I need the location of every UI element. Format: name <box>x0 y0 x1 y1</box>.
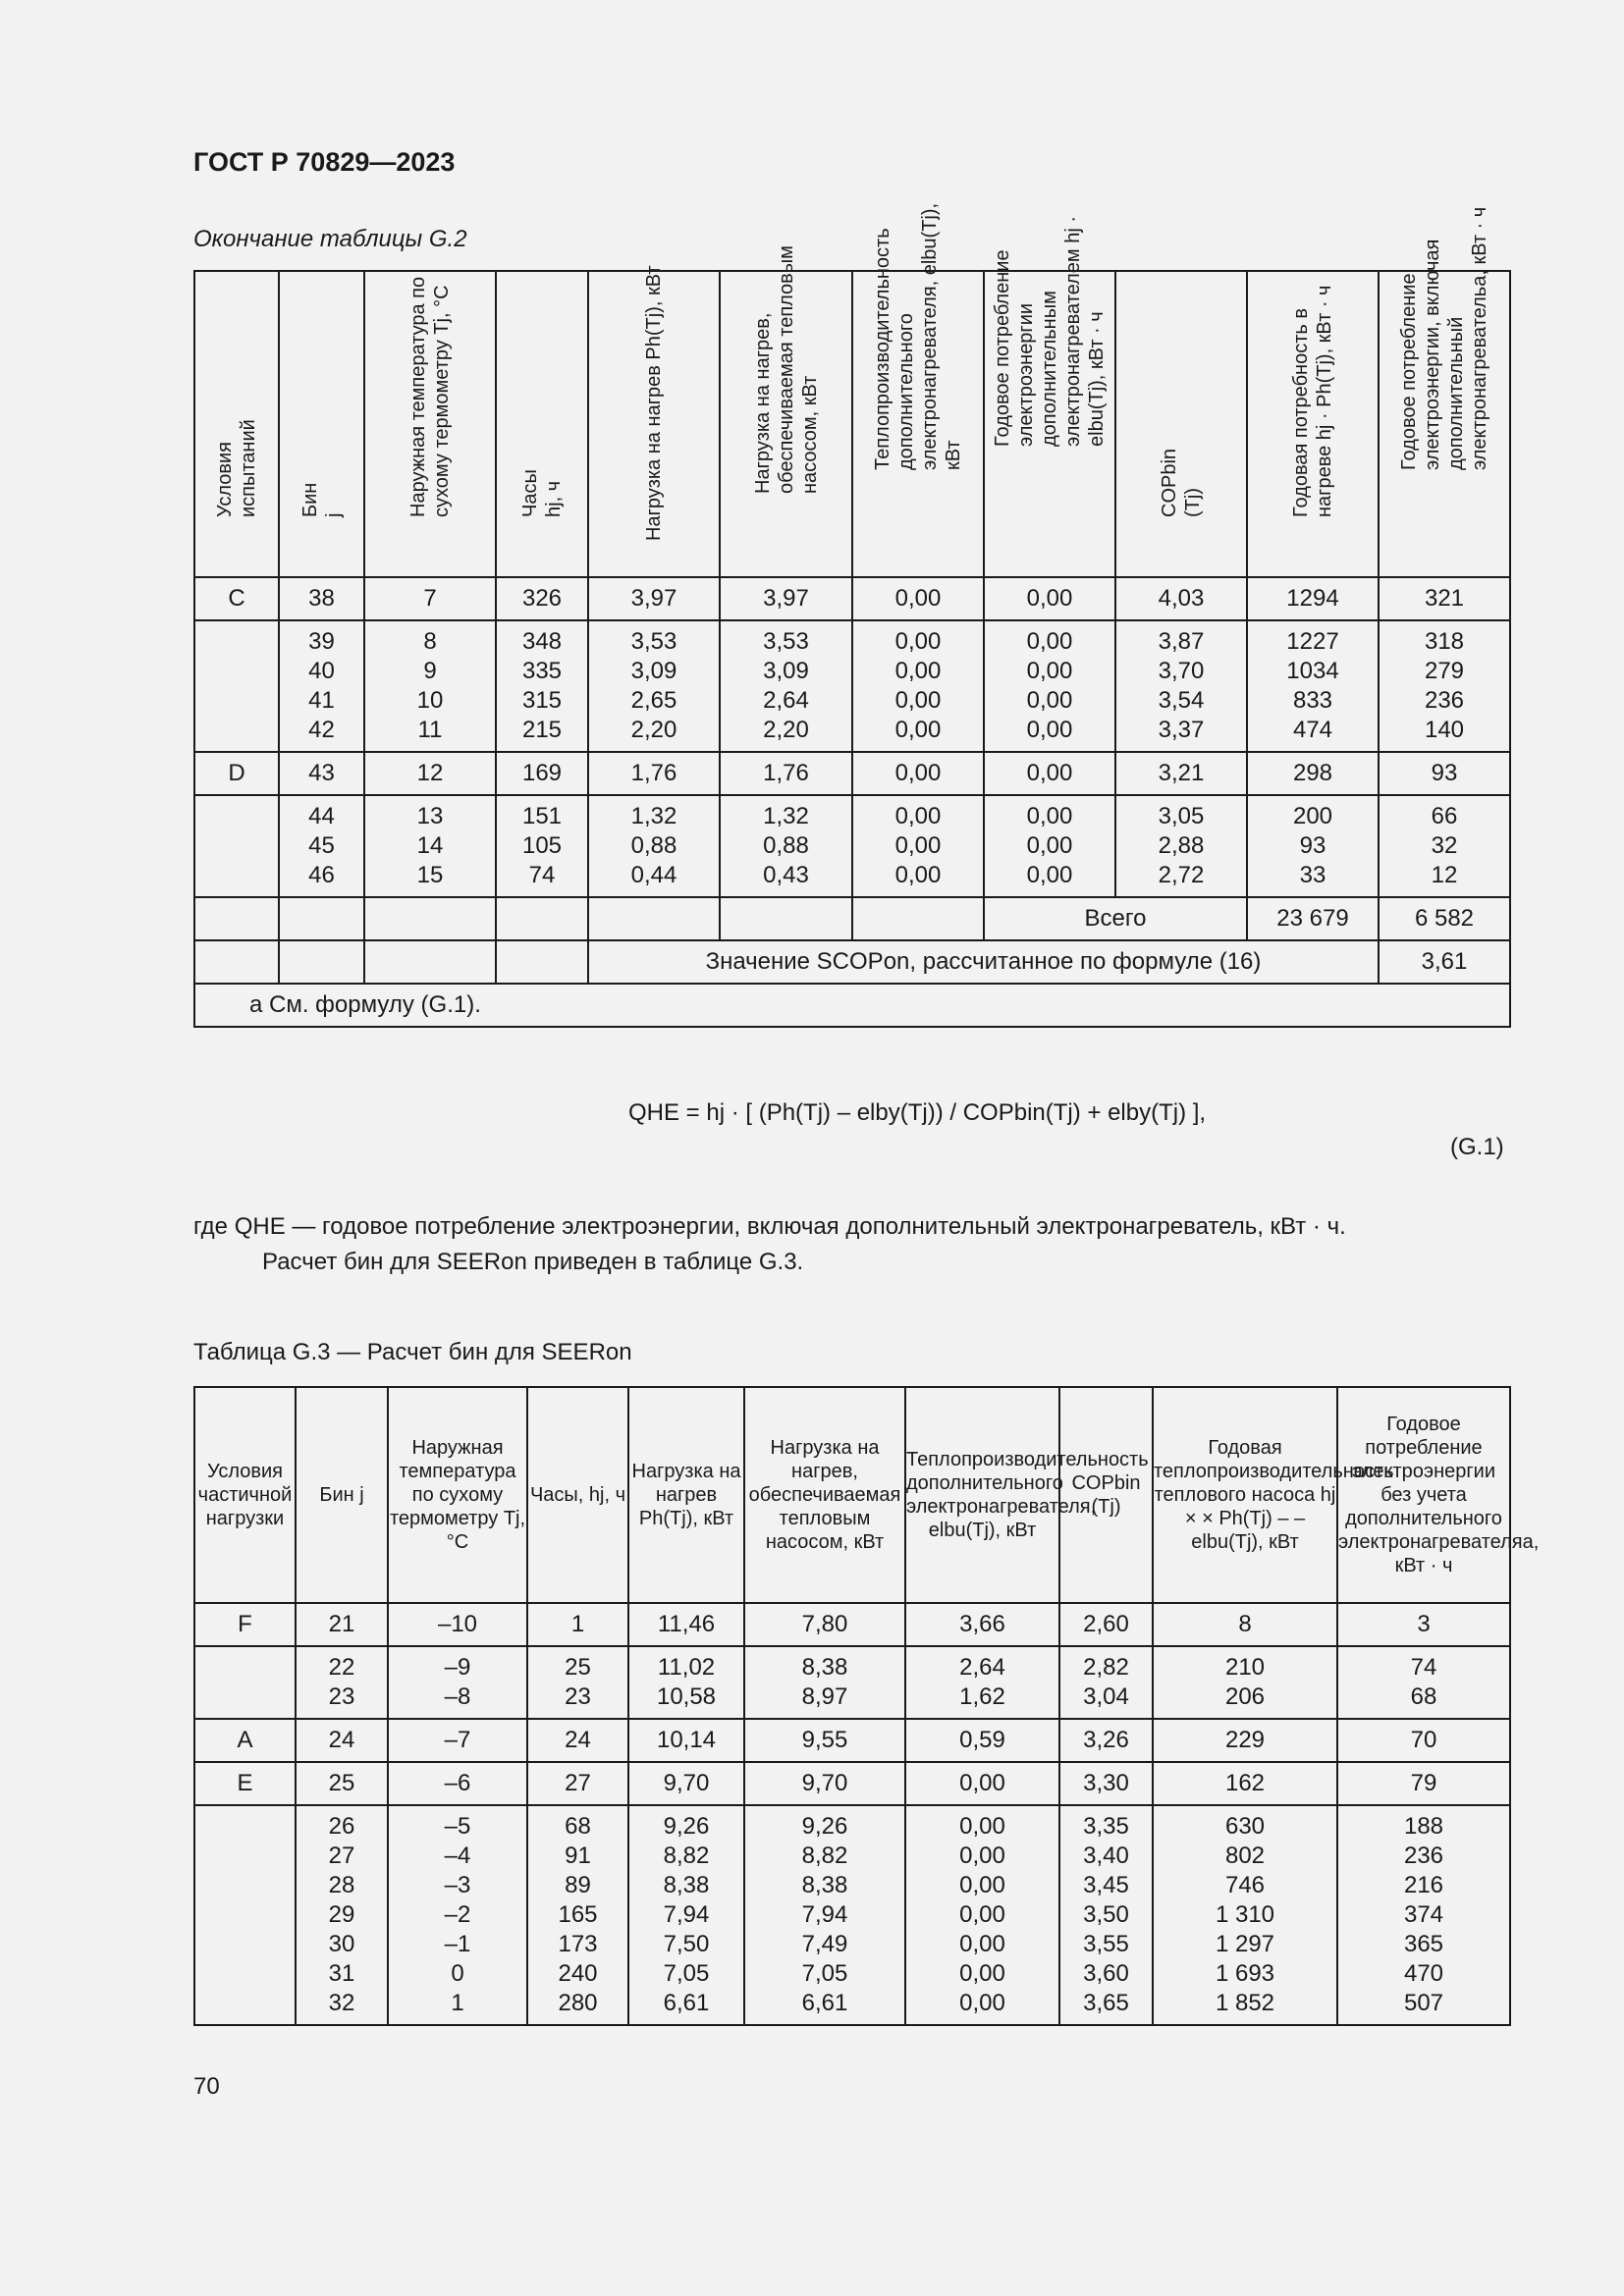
table-cell: 348 335 315 215 <box>496 620 588 752</box>
table-row <box>194 752 1510 795</box>
column-header: Бин j <box>279 271 364 577</box>
table-cell: 3,30 <box>1059 1762 1153 1805</box>
table-cell: –10 <box>388 1603 527 1646</box>
total-heating: 23 679 <box>1247 897 1379 940</box>
table-cell: 188 236 216 374 365 470 507 <box>1337 1805 1510 2025</box>
column-header: Годовое потребление электроэнергии дополнительным электронагревателем hj · elbu(Tj), кВт · ч <box>984 271 1115 577</box>
table-cell: 25 <box>296 1762 388 1805</box>
table-cell: 1,76 <box>720 752 852 795</box>
column-header: Нагрузка на нагрев Ph(Tj), кВт <box>628 1387 744 1603</box>
table-cell: 2,82 3,04 <box>1059 1646 1153 1719</box>
table-cell: 1294 <box>1247 577 1379 620</box>
table-g3-header-row <box>194 1387 1510 1603</box>
table-g2-header-row <box>194 271 1510 577</box>
table-cell: 151 105 74 <box>496 795 588 897</box>
table-cell: 1,32 0,88 0,44 <box>588 795 720 897</box>
table-cell: 4,03 <box>1115 577 1247 620</box>
table-cell: 22 23 <box>296 1646 388 1719</box>
table-cell: 44 45 46 <box>279 795 364 897</box>
table-cell: 1,32 0,88 0,43 <box>720 795 852 897</box>
table-row <box>194 1805 1510 2025</box>
table-cell: 8 <box>1153 1603 1337 1646</box>
table-cell: 8,38 8,97 <box>744 1646 905 1719</box>
table-cell: 9,55 <box>744 1719 905 1762</box>
table-cell: 3,05 2,88 2,72 <box>1115 795 1247 897</box>
table-cell: 3,35 3,40 3,45 3,50 3,55 3,60 3,65 <box>1059 1805 1153 2025</box>
table-cell: 9,70 <box>628 1762 744 1805</box>
column-header: Условия испытаний <box>194 271 279 577</box>
table-cell: –7 <box>388 1719 527 1762</box>
column-header: Часы hj, ч <box>496 271 588 577</box>
column-header: Нагрузка на нагрев, обеспечиваемая тепловым насосом, кВт <box>744 1387 905 1603</box>
table-cell: 630 802 746 1 310 1 297 1 693 1 852 <box>1153 1805 1337 2025</box>
table-cell: 27 <box>527 1762 628 1805</box>
table-cell: 200 93 33 <box>1247 795 1379 897</box>
table-cell: 12 <box>364 752 496 795</box>
column-header: Годовое потребление электроэнергии без учета дополнительного электронагревателяa, кВт · ч <box>1337 1387 1510 1603</box>
table-cell: 3 <box>1337 1603 1510 1646</box>
scop-value: 3,61 <box>1379 940 1510 984</box>
table-cell: 3,97 <box>720 577 852 620</box>
table-cell: 79 <box>1337 1762 1510 1805</box>
table-cell: 39 40 41 42 <box>279 620 364 752</box>
table-cell: 0,00 <box>984 577 1115 620</box>
table-cell <box>194 1805 296 2025</box>
table-cell: 2,64 1,62 <box>905 1646 1059 1719</box>
table-cell: F <box>194 1603 296 1646</box>
column-header: Теплопроизводительность дополнительного электронагревателя, elbu(Tj), кВт <box>905 1387 1059 1603</box>
table-cell: 318 279 236 140 <box>1379 620 1510 752</box>
table-row <box>194 1646 1510 1719</box>
column-header: Нагрузка на нагрев, обеспечиваемая тепловым насосом, кВт <box>720 271 852 577</box>
table-row <box>194 577 1510 620</box>
table-g3-caption: Таблица G.3 — Расчет бин для SEERon <box>193 1339 632 1365</box>
table-cell: 0,59 <box>905 1719 1059 1762</box>
table-cell <box>194 795 279 897</box>
table-cell: –5 –4 –3 –2 –1 0 1 <box>388 1805 527 2025</box>
table-row <box>194 1603 1510 1646</box>
table-cell: 210 206 <box>1153 1646 1337 1719</box>
table-cell: 321 <box>1379 577 1510 620</box>
table-cell: 7,80 <box>744 1603 905 1646</box>
where-text: где QHE — годовое потребление электроэнергии, включая дополнительный электронагреватель, кВт · ч. <box>193 1213 1346 1240</box>
document-header: ГОСТ Р 70829—2023 <box>193 147 456 177</box>
formula-number: (G.1) <box>1450 1134 1504 1160</box>
table-cell: C <box>194 577 279 620</box>
page-number: 70 <box>193 2073 220 2100</box>
table-g2-caption: Окончание таблицы G.2 <box>193 226 467 252</box>
table-cell: 93 <box>1379 752 1510 795</box>
total-energy: 6 582 <box>1379 897 1510 940</box>
table-cell: 3,53 3,09 2,64 2,20 <box>720 620 852 752</box>
table-cell: D <box>194 752 279 795</box>
column-header: Годовая теплопроизводительность теплового насоса hj × × Ph(Tj) – – elbu(Tj), кВт <box>1153 1387 1337 1603</box>
table-cell: 1 <box>527 1603 628 1646</box>
table-cell: –6 <box>388 1762 527 1805</box>
table-cell: 43 <box>279 752 364 795</box>
table-row <box>194 620 1510 752</box>
column-header: COPbin (Tj) <box>1059 1387 1153 1603</box>
table-cell: 0,00 <box>852 577 984 620</box>
reference-text: Расчет бин для SEERon приведен в таблице G.3. <box>262 1249 804 1275</box>
table-g2-footnote-row <box>194 984 1510 1027</box>
table-cell: 74 68 <box>1337 1646 1510 1719</box>
table-cell: 0,00 0,00 0,00 0,00 <box>852 620 984 752</box>
table-cell: 9,26 8,82 8,38 7,94 7,49 7,05 6,61 <box>744 1805 905 2025</box>
table-cell: A <box>194 1719 296 1762</box>
table-cell: 3,66 <box>905 1603 1059 1646</box>
table-cell: 0,00 <box>984 752 1115 795</box>
table-cell: 24 <box>527 1719 628 1762</box>
table-cell: 3,97 <box>588 577 720 620</box>
table-cell: 24 <box>296 1719 388 1762</box>
column-header: Бин j <box>296 1387 388 1603</box>
table-cell: 3,53 3,09 2,65 2,20 <box>588 620 720 752</box>
table-row <box>194 1762 1510 1805</box>
table-cell: 1227 1034 833 474 <box>1247 620 1379 752</box>
formula-g1: QHE = hj · [ (Ph(Tj) – elby(Tj)) / COPbin(Tj) + elby(Tj) ], <box>628 1099 1207 1126</box>
table-cell: 0,00 0,00 0,00 0,00 <box>984 620 1115 752</box>
table-cell: 25 23 <box>527 1646 628 1719</box>
table-cell: 11,02 10,58 <box>628 1646 744 1719</box>
table-cell: 21 <box>296 1603 388 1646</box>
table-cell: 326 <box>496 577 588 620</box>
table-cell: 0,00 0,00 0,00 <box>852 795 984 897</box>
table-g3 <box>193 1386 1540 2026</box>
table-cell: 70 <box>1337 1719 1510 1762</box>
table-g2-total-row <box>194 897 1510 940</box>
column-header: Нагрузка на нагрев Ph(Tj), кВт <box>588 271 720 577</box>
table-cell: 0,00 0,00 0,00 0,00 0,00 0,00 0,00 <box>905 1805 1059 2025</box>
table-cell: 169 <box>496 752 588 795</box>
total-label: Всего <box>984 897 1247 940</box>
table-cell: 68 91 89 165 173 240 280 <box>527 1805 628 2025</box>
table-cell: E <box>194 1762 296 1805</box>
table-cell: 0,00 <box>905 1762 1059 1805</box>
column-header: Наружная температура по сухому термометру Tj, °C <box>364 271 496 577</box>
table-cell: 3,87 3,70 3,54 3,37 <box>1115 620 1247 752</box>
table-g2-footnote: a См. формулу (G.1). <box>194 984 1510 1027</box>
column-header: Наружная температура по сухому термометру Tj, °C <box>388 1387 527 1603</box>
column-header: Годовая потребность в нагреве hj · Ph(Tj), кВт · ч <box>1247 271 1379 577</box>
table-g2-scop-row <box>194 940 1510 984</box>
table-cell: 3,26 <box>1059 1719 1153 1762</box>
table-cell: 10,14 <box>628 1719 744 1762</box>
table-cell: 11,46 <box>628 1603 744 1646</box>
column-header: Теплопроизводительность дополнительного электронагревателя, elbu(Tj), кВт <box>852 271 984 577</box>
table-cell: 162 <box>1153 1762 1337 1805</box>
table-cell: 9,70 <box>744 1762 905 1805</box>
table-cell: 13 14 15 <box>364 795 496 897</box>
column-header: Годовое потребление электроэнергии, включая дополнительный электронагревательa, кВт · ч <box>1379 271 1510 577</box>
table-cell: 7 <box>364 577 496 620</box>
table-cell: 9,26 8,82 8,38 7,94 7,50 7,05 6,61 <box>628 1805 744 2025</box>
table-cell: 8 9 10 11 <box>364 620 496 752</box>
table-row <box>194 1719 1510 1762</box>
table-cell: 3,21 <box>1115 752 1247 795</box>
table-cell: 66 32 12 <box>1379 795 1510 897</box>
table-cell: 1,76 <box>588 752 720 795</box>
scop-label: Значение SCOPon, рассчитанное по формуле (16) <box>588 940 1379 984</box>
table-cell: 298 <box>1247 752 1379 795</box>
table-cell: 229 <box>1153 1719 1337 1762</box>
column-header: Условия частичной нагрузки <box>194 1387 296 1603</box>
table-cell: 0,00 <box>852 752 984 795</box>
table-cell <box>194 620 279 752</box>
table-cell: 26 27 28 29 30 31 32 <box>296 1805 388 2025</box>
column-header: Часы, hj, ч <box>527 1387 628 1603</box>
table-cell: 0,00 0,00 0,00 <box>984 795 1115 897</box>
table-cell: 2,60 <box>1059 1603 1153 1646</box>
table-cell: 38 <box>279 577 364 620</box>
column-header: COPbin (Tj) <box>1115 271 1247 577</box>
table-row <box>194 795 1510 897</box>
table-cell: –9 –8 <box>388 1646 527 1719</box>
table-cell <box>194 1646 296 1719</box>
